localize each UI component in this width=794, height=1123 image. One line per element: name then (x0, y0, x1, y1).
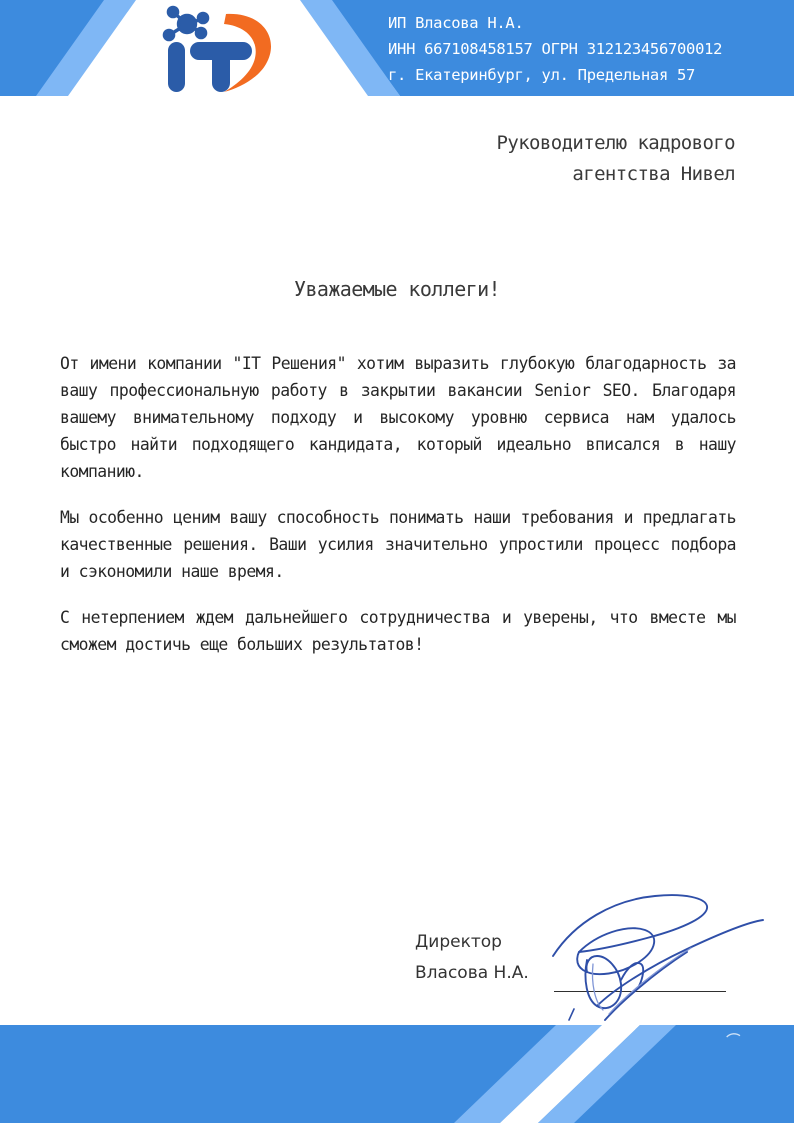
stray-ink-mark (565, 1008, 579, 1022)
company-address: г. Екатеринбург, ул. Предельная 57 (388, 66, 696, 84)
recipient-line-2: агентства Нивел (572, 163, 735, 185)
footer-stray-mark (720, 1027, 760, 1055)
body-paragraph-1: От имени компании "IT Решения" хотим выразить глубокую благодарность за вашу профессиональную работу в закрытии вакансии Senior SEO. Благодаря вашему внимательному подходу и высокому уровню сервиса нам удалось быстро найти подходящего кандидата, который идеально вписался в нашу компанию. (60, 354, 736, 481)
recipient-line-1: Руководителю кадрового (496, 132, 735, 154)
signatory-title: Директор (415, 932, 502, 952)
company-details (388, 10, 748, 88)
company-logo (140, 2, 290, 96)
signature-line (554, 991, 726, 992)
footer-banner-stripes (0, 1025, 794, 1123)
header-banner (0, 0, 794, 96)
logo-icon (140, 2, 290, 96)
company-registration: ИНН 667108458157 ОГРН 312123456700012 (388, 40, 723, 58)
body-paragraph-3: С нетерпением ждем дальнейшего сотрудничества и уверены, что вместе мы сможем достичь еще больших результатов! (60, 608, 736, 654)
letter-body (60, 350, 736, 658)
company-name: ИП Власова Н.А. (388, 14, 524, 32)
signatory-name: Власова Н.А. (415, 963, 529, 983)
body-paragraph-2: Мы особенно ценим вашу способность понимать наши требования и предлагать качественные решения. Ваши усилия значительно упростили процесс подбора и сэкономили наше время. (60, 508, 736, 581)
recipient-block (380, 128, 735, 190)
greeting: Уважаемые коллеги! (294, 277, 500, 301)
footer-banner (0, 1025, 794, 1123)
signature-block (415, 927, 755, 1037)
